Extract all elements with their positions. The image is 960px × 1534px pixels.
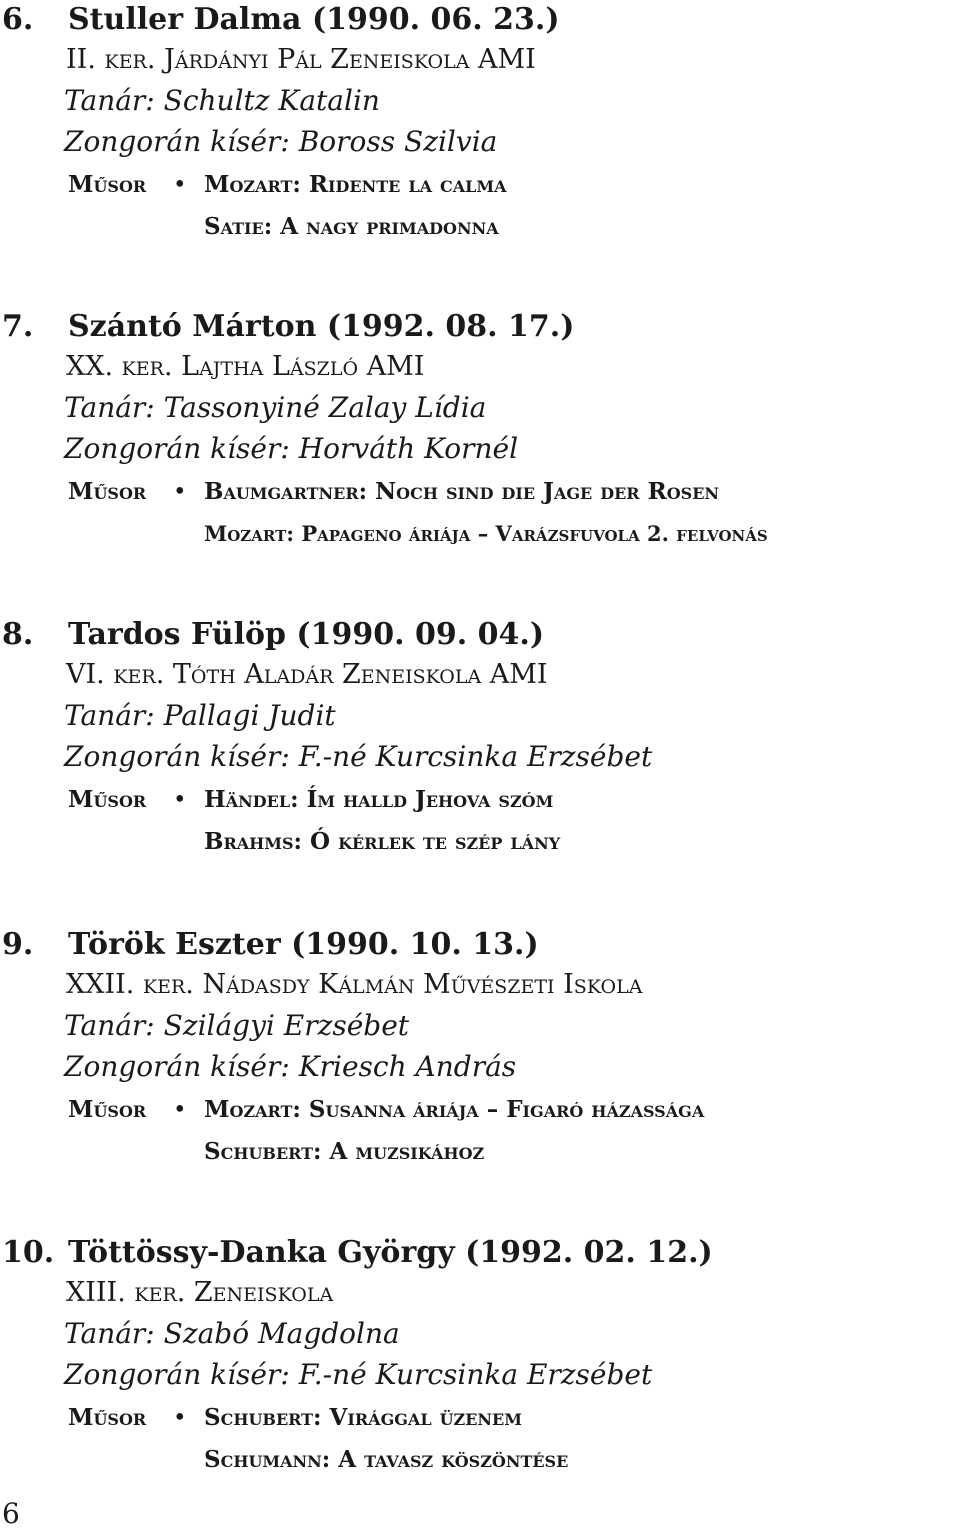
program-piece: Händel: Ím halld Jehova szóm xyxy=(204,786,554,813)
entry-number: 6. xyxy=(2,2,34,37)
entry-number: 8. xyxy=(2,617,34,652)
program-label: Műsor xyxy=(68,1404,147,1431)
program-piece: Schubert: A muzsikához xyxy=(204,1138,485,1165)
school-name: XIII. ker. Zeneiskola xyxy=(66,1277,334,1308)
accompanist-name: Zongorán kísér: Boross Szilvia xyxy=(64,125,498,158)
accompanist-name: Zongorán kísér: Horváth Kornél xyxy=(64,432,519,465)
program-piece: Mozart: Susanna áriája – Figaró házassága xyxy=(204,1096,705,1123)
entry-number: 7. xyxy=(2,309,34,344)
program-piece: Schubert: Virággal üzenem xyxy=(204,1404,522,1431)
performer-name: Tardos Fülöp (1990. 09. 04.) xyxy=(68,617,545,652)
teacher-name: Tanár: Schultz Katalin xyxy=(64,84,380,117)
program-label: Műsor xyxy=(68,171,147,198)
teacher-name: Tanár: Szabó Magdolna xyxy=(64,1317,400,1350)
program-piece: Brahms: Ó kérlek te szép lány xyxy=(204,828,561,855)
performer-name: Töttössy-Danka György (1992. 02. 12.) xyxy=(68,1235,713,1270)
bullet-icon: • xyxy=(173,787,187,813)
page-number: 6 xyxy=(2,1497,20,1530)
performer-name: Szántó Márton (1992. 08. 17.) xyxy=(68,309,575,344)
school-name: XXII. ker. Nádasdy Kálmán Művészeti Iskola xyxy=(66,969,643,1000)
program-piece: Baumgartner: Noch sind die Jage der Rosen xyxy=(204,478,720,505)
bullet-icon: • xyxy=(173,172,187,198)
school-name: II. ker. Járdányi Pál Zeneiskola AMI xyxy=(66,44,536,75)
school-name: XX. ker. Lajtha László AMI xyxy=(66,351,425,382)
program-piece: Schumann: A tavasz köszöntése xyxy=(204,1446,569,1473)
bullet-icon: • xyxy=(173,1405,187,1431)
program-label: Műsor xyxy=(68,786,147,813)
accompanist-name: Zongorán kísér: Kriesch András xyxy=(64,1050,517,1083)
teacher-name: Tanár: Pallagi Judit xyxy=(64,699,336,732)
teacher-name: Tanár: Szilágyi Erzsébet xyxy=(64,1009,410,1042)
program-label: Műsor xyxy=(68,1096,147,1123)
bullet-icon: • xyxy=(173,479,187,505)
bullet-icon: • xyxy=(173,1097,187,1123)
accompanist-name: Zongorán kísér: F.-né Kurcsinka Erzsébet xyxy=(64,740,653,773)
performer-name: Stuller Dalma (1990. 06. 23.) xyxy=(68,2,560,37)
program-piece: Satie: A nagy primadonna xyxy=(204,213,499,240)
program-piece: Mozart: Ridente la calma xyxy=(204,171,507,198)
program-label: Műsor xyxy=(68,478,147,505)
entry-number: 9. xyxy=(2,927,34,962)
school-name: VI. ker. Tóth Aladár Zeneiskola AMI xyxy=(66,659,548,690)
accompanist-name: Zongorán kísér: F.-né Kurcsinka Erzsébet xyxy=(64,1358,653,1391)
teacher-name: Tanár: Tassonyiné Zalay Lídia xyxy=(64,391,487,424)
entry-number: 10. xyxy=(2,1235,55,1270)
program-piece: Mozart: Papageno áriája – Varázsfuvola 2. felvonás xyxy=(204,521,768,546)
performer-name: Török Eszter (1990. 10. 13.) xyxy=(68,927,539,962)
